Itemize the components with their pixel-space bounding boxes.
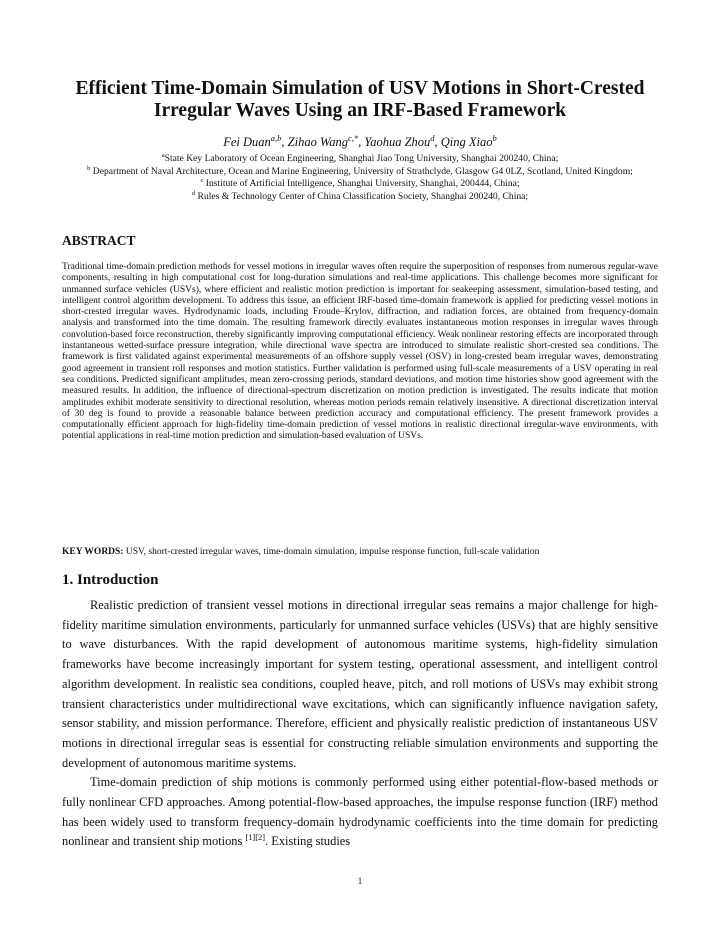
page-number: 1 xyxy=(357,876,363,886)
affiliation: $^b$ Department of Naval Architecture, Ocean and Marine Engineering, University of Strathclyde, Glasgow G4 0LZ, Scotland, United Kingdom; xyxy=(87,164,633,177)
citation: [1][2] xyxy=(245,832,266,843)
title-line-1: Efficient Time-Domain Simulation of USV Motions in Short-Crested xyxy=(75,78,645,99)
author: Qing Xiao$^b$ xyxy=(440,132,497,149)
keywords xyxy=(62,546,658,558)
keywords-label: KEY WORDS: xyxy=(62,547,124,557)
abstract-heading: ABSTRACT xyxy=(62,233,136,248)
affiliation: $^a$State Key Laboratory of Ocean Engineering, Shanghai Jiao Tong University, Shanghai 200240, China; xyxy=(161,151,559,164)
keywords-list: USV, short-crested irregular waves, time-domain simulation, impulse response function, full-scale validation xyxy=(123,547,540,557)
abstract-body: Traditional time-domain prediction methods for vessel motions in irregular waves often require the superposition of responses from numerous regular-wave components, resulting in high computational cost for long-duration simulations and real-time applications. This challenge becomes more significant for unmanned surface vehicles (USVs), where efficient and realistic motion prediction is important for seakeeping assessment, simulation-based testing, and intelligent control algorithm development. To address this issue, an efficient IRF-based time-domain framework is applied for predicting vessel motions in short-crested irregular waves. Hydrodynamic loads, including Froude–Krylov, diffraction, and radiation forces, are obtained from frequency-domain analysis and transformed into the time domain. The resulting framework directly evaluates instantaneous motion responses in irregular waves through convolution-based force reconstruction, thereby significantly improving computational efficiency. Weak nonlinear restoring effects are incorporated through instantaneous wetted-surface pressure integration, while directional wave spectra are introduced to simulate realistic short-crested sea conditions. The framework is first validated against experimental measurements of an offshore supply vessel (OSV) in long-crested beam irregular waves, demonstrating good agreement in transient roll responses and motion statistics. Further validation is performed using full-scale measurements of a USV operating in real sea conditions. Predicted significant amplitudes, mean zero-crossing periods, standard deviations, and motion time histories show good agreement with the measured results. In addition, the influence of directional-spectrum discretization on motion prediction is investigated. The results indicate that motion amplitudes exhibit moderate sensitivity to directional resolution, whereas motion periods remain relatively insensitive. A directional discretization interval of 30 deg is found to provide a reasonable balance between prediction accuracy and computational efficiency. The present framework provides a computationally efficient approach for high-fidelity time-domain prediction of vessel motions in realistic directional irregular-wave environments, with potential applications in real-time motion prediction and simulation-based evaluation of USVs. xyxy=(62,262,658,442)
author: Fei Duan$^{a,b}$, xyxy=(223,132,288,149)
affiliation: $^d$ Rules & Technology Center of China Classification Society, Shanghai 200240, China; xyxy=(191,189,529,202)
title-line-2: Irregular Waves Using an IRF-Based Framework xyxy=(153,100,567,121)
author: Zihao Wang$^{c,*}$, xyxy=(287,132,365,149)
intro-paragraph: Time-domain prediction of ship motions is commonly performed using either potential-flow-based methods or fully nonlinear CFD approaches. Among potential-flow-based approaches, the impulse response function (IRF) method has been widely used to transform frequency-domain hydrodynamic coefficients into the time domain for predicting nonlinear and transient ship motions [1][2]. Existing studies xyxy=(62,775,658,849)
author: Yaohua Zhou$^d$, xyxy=(364,132,441,149)
intro-paragraph: Realistic prediction of transient vessel motions in directional irregular seas remains a major challenge for high-fidelity maritime simulation environments, particularly for unmanned surface vehicles (USVs) that are highly sensitive to wave disturbances. With the rapid development of autonomous maritime systems, high-fidelity simulation frameworks have become increasingly important for system testing, operational assessment, and intelligent control algorithm development. In realistic sea conditions, coupled heave, pitch, and roll motions of USVs may exhibit strong transient characteristics under multidirectional wave excitations, which can significantly influence navigation safety, sensor stability, and mission performance. Therefore, efficient and physically realistic prediction of instantaneous USV motions in directional irregular seas is essential for constructing reliable simulation environments and supporting the development of autonomous maritime systems. xyxy=(62,598,658,770)
affiliation: $^c$ Institute of Artificial Intelligence, Shanghai University, Shanghai, 200444, China; xyxy=(200,176,520,189)
affiliations xyxy=(62,153,658,203)
introduction-body xyxy=(62,596,658,852)
paper-title xyxy=(60,78,660,122)
section-heading: 1. Introduction xyxy=(62,572,159,588)
author-list xyxy=(60,132,660,150)
